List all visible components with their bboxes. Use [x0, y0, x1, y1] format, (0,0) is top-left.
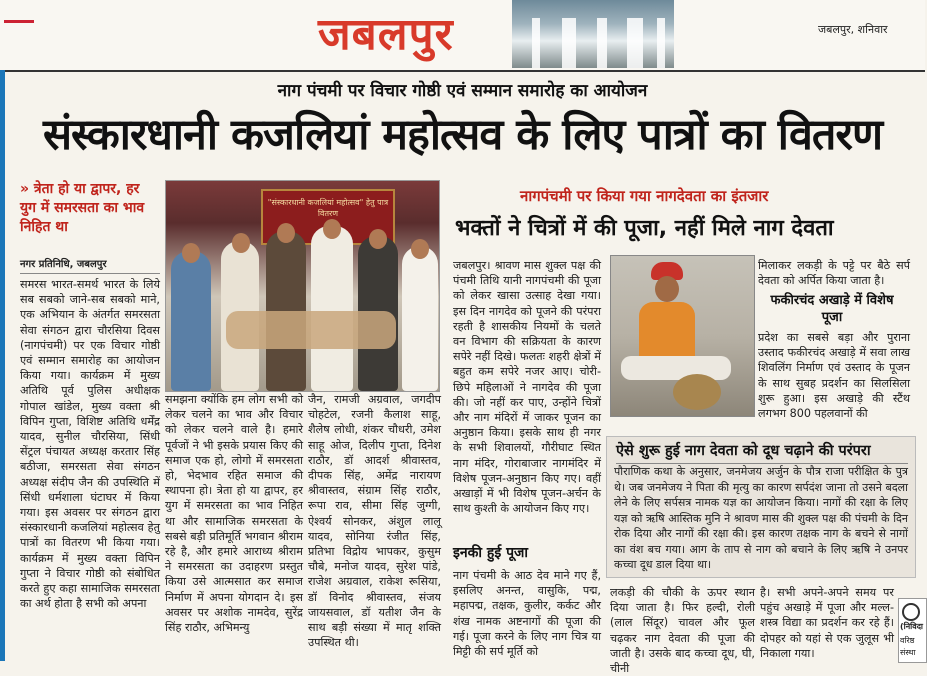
- box-text: पौराणिक कथा के अनुसार, जनमेजय अर्जुन के पौत्र राजा परीक्षित के पुत्र थे। जब जनमेजय ने पिता की मृत्यु का कारण सर्पदंश जाना तो उसने बदला लेने के लिए सर्पसत्र नामक यज्ञ का आयोजन किया। नागों की रक्षा के लिए यज्ञ को ऋषि आस्तिक मुनि ने श्रावण मास की शुक्ल पक्ष की पंचमी के दिन रोक दिया और नागों की रक्षा की। इस कारण तक्षक नाग के बचने से नागों का वंश बच गया। आग के ताप से नाग को बचाने के लिए ऋषि ने उनपर कच्चा दूध डाल दिया था।: [614, 465, 908, 571]
- corner-label-3: संस्था: [900, 648, 916, 657]
- left-column-3: जैन, रामजी अग्रवाल, जगदीप चोहटेल, रजनी कैलाश साहू, शैलेष लोधी, शंकर चौधरी, उमेश साहू ओज, दिलीप गुप्ता, दिनेश राठौर, डॉ आदर्श श्रीवास्तव, दीपक सिंह, अमेंद्र नारायण श्रीवास्तव, संग्राम सिंह राठौर, रूपा राव, सीमा सिंह जुग्गी, ऐश्वर्य सोनकर, अंशुल लालू यादव, सोनिया रंजीत सिंह, प्रतिभा विद्रोय भापकर, कुसुम चौबे, मनोज यादव, सुरेश पांडे, राजेश अग्रवाल, राकेश रूसिया, डॉ विनोद श्रीवास्तव, संजय जायसवाल, डॉ यतीश जैन के साथ बड़ी संख्या में मातृ शक्ति उपस्थित थी।: [308, 393, 441, 650]
- masthead: [0, 0, 925, 72]
- waterfall-photo: [512, 0, 674, 68]
- corner-label: (निविदा: [900, 622, 924, 631]
- basket-shape: [673, 374, 721, 410]
- left-column-1: समरस भारत-समर्थ भारत के लिये सब सबको जाने-सब सबको माने, एक अभियान के अंतर्गत समरसता सेवा संगठन द्वारा चौरसिया दिवस (नागपंचमी) पर एक विचार गोष्ठी एवं सम्मान समारोह का आयोजन किया गया। कार्यक्रम में मुख्य अतिथि पूर्व पुलिस अधीक्षक गोपाल खांडेल, मुख्य वक्ता श्री विपिन गुप्ता, विशिष्ट अतिथि धर्मेंद्र यादव, सुनील चौरसिया, सिंधी सेंट्रल पंचायत अध्यक्ष करतार सिंह बठीजा, समरसता सेवा संगठन अध्यक्ष संदीप जैन की उपस्थिति में सिंधी धर्मशाला घंटाघर में किया गया। इस अवसर पर संगठन द्वारा संस्कारधानी कजलियां महोत्सव हेतु पात्रों का वितरण भी किया गया। कार्यक्रम में मुख्य वक्ता विपिन गुप्ता ने विचार गोष्ठी को संबोधित करते हुए कहा सामाजिक समरसता का अर्थ होता है सभी को अपना: [20, 278, 160, 611]
- photo-person: [402, 246, 438, 391]
- photo-person-head: [232, 233, 250, 253]
- waterfall-stream: [532, 18, 540, 68]
- photo-person-head: [411, 239, 429, 259]
- bottom-column-2: है। सभी अपने-अपने समय पर पहुंच अखाड़े में पूजा और मल्ल-शस्त्र विद्या का प्रदर्शन कर रहे हैं। दोपहर को यहां से एक जुलूस भी निकाला गया।: [760, 586, 894, 660]
- dhoti-shape: [621, 356, 731, 380]
- right-column-1-tail: नाग पंचमी के आठ देव माने गए हैं, इसलिए अनन्त, वासुकि, पद्म, महापद्म, तक्षक, कुलीर, कर्कट और शंख नामक अष्टनागों की पूजा की गई। पूजा करने के लिए नाग चित्र या मिट्टी की सर्प मूर्ति को: [453, 569, 601, 659]
- right-column-2: प्रदेश का सबसे बड़ा और पुराना उस्ताद फकीरचंद अखाड़े में सवा लाख शिवलिंग निर्माण एवं उस्ताद के पूजन के साथ सुबह प्रदर्शन का सिलसिला शुरू हुआ। इस अखाड़े की स्टैंथ लगभग 800 पहलवानों की: [758, 331, 910, 421]
- photo-pots: [226, 311, 396, 349]
- section-title-puja: इनकी हुई पूजा: [453, 545, 529, 561]
- corner-ad: [898, 598, 927, 663]
- waterfall-stream: [562, 18, 576, 68]
- left-column-2: समझना क्योंकि हम लोग सभी को लेकर चलने का भाव और विचार को लेकर चलने वाले है। हमारे पूर्वजों ने भी इसके प्रयास किए की समाज एक हो, लोगो में समरसता हो, भेदभाव रहित समाज की स्थापना हो। त्रेता हो या द्वापर, हर युग में समरसता का भाव निहित था और सामाजिक समरसता के सबसे बड़ी प्रतिमूर्ति भगवान श्रीराम रहे है, और हमारे आराध्य श्रीराम ने समरसता का उदाहरण प्रस्तुत किया उसे आत्मसात कर समाज निर्माण में अपना योगदान दे। इस अवसर पर अशोक नामदेव, सुरेंद्र सिंह राठौर, अभिमन्यु: [165, 393, 303, 635]
- event-photo: [165, 180, 440, 392]
- circle-logo-icon: [902, 603, 920, 621]
- bottom-column-1: लकड़ी की चौकी के ऊपर स्थान दिया जाता है। फिर हल्दी, रोली (लाल सिंदूर) चावल और फूल चढ़कर नाग देवता की पूजा की जाती है। उसके बाद कच्चा दूध, घी, चीनी: [610, 586, 755, 676]
- event-banner: "संस्कारधानी कजलियां महोत्सव" हेतु पात्र वितरण: [261, 189, 395, 245]
- byline: नगर प्रतिनिधि, जबलपुर: [20, 256, 160, 274]
- photo-person-head: [182, 243, 200, 263]
- photo-person-head: [277, 223, 295, 243]
- photo-person-head: [323, 219, 341, 239]
- snake-charmer-photo: [610, 255, 755, 417]
- right-kicker: नागपंचमी पर किया गया नागदेवता का इंतजार: [520, 187, 769, 205]
- right-headline: भक्तों ने चित्रों में की पूजा, नहीं मिले नाग देवता: [455, 216, 834, 241]
- masthead-date: जबलपुर, शनिवार: [818, 23, 888, 36]
- waterfall-stream: [627, 18, 643, 68]
- face-shape: [655, 276, 679, 302]
- masthead-title: जबलपुर: [318, 9, 454, 60]
- masthead-accent-line: [4, 20, 34, 23]
- main-kicker: नाग पंचमी पर विचार गोष्ठी एवं सम्मान समारोह का आयोजन: [277, 81, 648, 101]
- waterfall-stream: [657, 18, 665, 68]
- main-headline: संस्कारधानी कजलियां महोत्सव के लिए पात्रों का वितरण: [42, 110, 883, 160]
- photo-person: [311, 226, 353, 391]
- photo-person-head: [369, 229, 387, 249]
- waterfall-stream: [597, 18, 607, 68]
- shirt-shape: [639, 302, 695, 364]
- box-title: ऐसे शुरू हुई नाग देवता को दूध चढ़ाने की परंपरा: [616, 440, 908, 464]
- section-title-akhada: फकीरचंद अखाड़े में विशेष पूजा: [770, 293, 894, 325]
- corner-label-2: वरिष्ठ: [900, 636, 915, 645]
- photo-person: [171, 251, 211, 391]
- right-column-2-top: मिलाकर लकड़ी के पट्टे पर बैठे सर्प देवता को अर्पित किया जाता है।: [758, 259, 910, 288]
- left-subhead: » त्रेता हो या द्वापर, हर युग में समरसता का भाव निहित था: [20, 181, 145, 235]
- right-column-1: जबलपुर। श्रावण मास शुक्ल पक्ष की पंचमी तिथि यानी नागपंचमी की पूजा को लेकर खासा उत्साह देखा गया। इस दिन नागदेव को पूजने की परंपरा रहती है शासकीय नियमों के चलते वन विभाग की सक्रियता के कारण सपेरे नहीं दिखे। फलतः शहरी क्षेत्रों में बहुत कम सपेरे नजर आए। चोरी-छिपे महिलाओं ने नागदेव की पूजा की। जो नहीं कर पाए, उन्होंने चित्रों और नाग मंदिरों में जाकर पूजन का अनुष्ठान किया। इसके साथ ही नगर के सभी शिवालयों, गौरीघाट स्थित नाग मंदिर, गोराबाजार नागमंदिर में विशेष पूजन-अनुष्ठान किए गए। वहीं अखाड़ों में भी विशेष पूजन-अर्चन के साथ कुश्ती के आयोजन किए गए।: [453, 259, 601, 516]
